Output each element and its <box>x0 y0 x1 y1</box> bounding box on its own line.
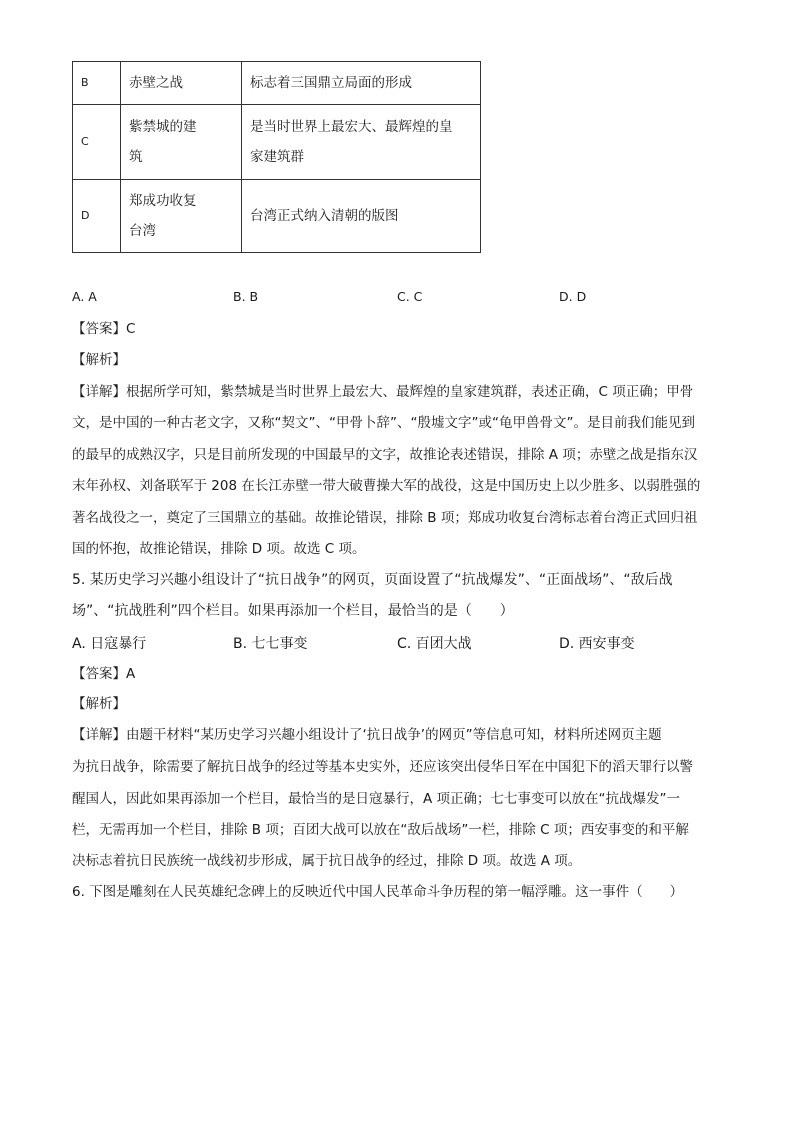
q5-detail-line: 决标志着抗日民族统一战线初步形成，属于抗日战争的经过，排除 D 项。故选 A 项。 <box>72 853 582 869</box>
options-table <box>72 61 481 253</box>
event-name: 赤壁之战 <box>121 62 242 105</box>
q5-detail-line: 【详解】由题干材料“某历史学习兴趣小组设计了‘抗日战争’的网页”等信息可知，材料所述网页主题 <box>72 727 662 743</box>
q5-stem-line: 5. 某历史学习兴趣小组设计了“抗日战争”的网页，页面设置了“抗战爆发”、“正面战场”、“敌后战 <box>72 572 673 588</box>
q6-stem: 6. 下图是雕刻在人民英雄纪念碑上的反映近代中国人民革命斗争历程的第一幅浮雕。这一事件（ ） <box>72 884 684 900</box>
q4-analysis-heading: 【解析】 <box>72 352 126 368</box>
choice-a: A. 日寇暴行 <box>72 636 147 652</box>
choice-d: D. D <box>559 289 587 304</box>
table-row <box>73 105 481 180</box>
table-row <box>73 180 481 253</box>
q4-detail-line: 【详解】根据所学可知，紫禁城是当时世界上最宏大、最辉煌的皇家建筑群，表述正确，C 项正确；甲骨 <box>72 384 694 400</box>
q4-detail-line: 著名战役之一，奠定了三国鼎立的基础。故推论错误，排除 B 项；郑成功收复台湾标志着台湾正式回归祖 <box>72 510 698 526</box>
event-name-line: 台湾 <box>129 223 156 239</box>
event-name-line: 紫禁城的建 <box>129 119 197 135</box>
choice-c: C. 百团大战 <box>397 636 472 652</box>
q5-detail-line: 栏，无需再加一个栏目，排除 B 项；百团大战可以放在“敌后战场”一栏，排除 C 项；西安事变的和平解 <box>72 822 689 838</box>
q5-detail-line: 为抗日战争，除需要了解抗日战争的经过等基本史实外，还应该突出侵华日军在中国犯下的滔天罪行以警 <box>72 759 693 775</box>
table-row <box>73 62 481 105</box>
event-name-line: 筑 <box>129 149 143 165</box>
q5-detail-line: 醒国人，因此如果再添加一个栏目，最恰当的是日寇暴行，A 项正确；七七事变可以放在“抗战爆发”一 <box>72 791 681 807</box>
q4-detail-line: 的最早的成熟汉字，只是目前所发现的中国最早的文字，故推论表述错误，排除 A 项；赤壁之战是指东汉 <box>72 447 698 463</box>
q4-detail-line: 末年孙权、刘备联军于 208 在长江赤壁一带大破曹操大军的战役，这是中国历史上以少胜多、以弱胜强的 <box>72 478 701 494</box>
event-name <box>121 105 242 180</box>
q4-detail-line: 国的怀抱，故推论错误，排除 D 项。故选 C 项。 <box>72 541 366 557</box>
choice-b: B. B <box>233 289 259 304</box>
event-description <box>242 105 481 180</box>
choice-a: A. A <box>72 289 97 304</box>
q4-answer: 【答案】C <box>72 321 136 337</box>
option-letter: D <box>73 180 121 253</box>
q5-analysis-heading: 【解析】 <box>72 696 126 712</box>
event-name-line: 郑成功收复 <box>129 193 197 209</box>
event-description: 标志着三国鼎立局面的形成 <box>242 62 481 105</box>
q5-answer: 【答案】A <box>72 666 136 682</box>
q4-detail-line: 文，是中国的一种古老文字，又称“契文”、“甲骨卜辞”、“殷墟文字”或“龟甲兽骨文”。是目前我们能见到 <box>72 415 695 431</box>
choice-c: C. C <box>397 289 423 304</box>
choice-d: D. 西安事变 <box>559 636 635 652</box>
option-letter: B <box>73 62 121 105</box>
event-description-line: 家建筑群 <box>250 149 304 165</box>
q5-stem-line: 场”、“抗战胜利”四个栏目。如果再添加一个栏目，最恰当的是（ ） <box>72 603 514 619</box>
option-letter: C <box>73 105 121 180</box>
choice-b: B. 七七事变 <box>233 636 308 652</box>
event-description-line: 是当时世界上最宏大、最辉煌的皇 <box>250 119 453 135</box>
event-description: 台湾正式纳入清朝的版图 <box>242 180 481 253</box>
event-name <box>121 180 242 253</box>
